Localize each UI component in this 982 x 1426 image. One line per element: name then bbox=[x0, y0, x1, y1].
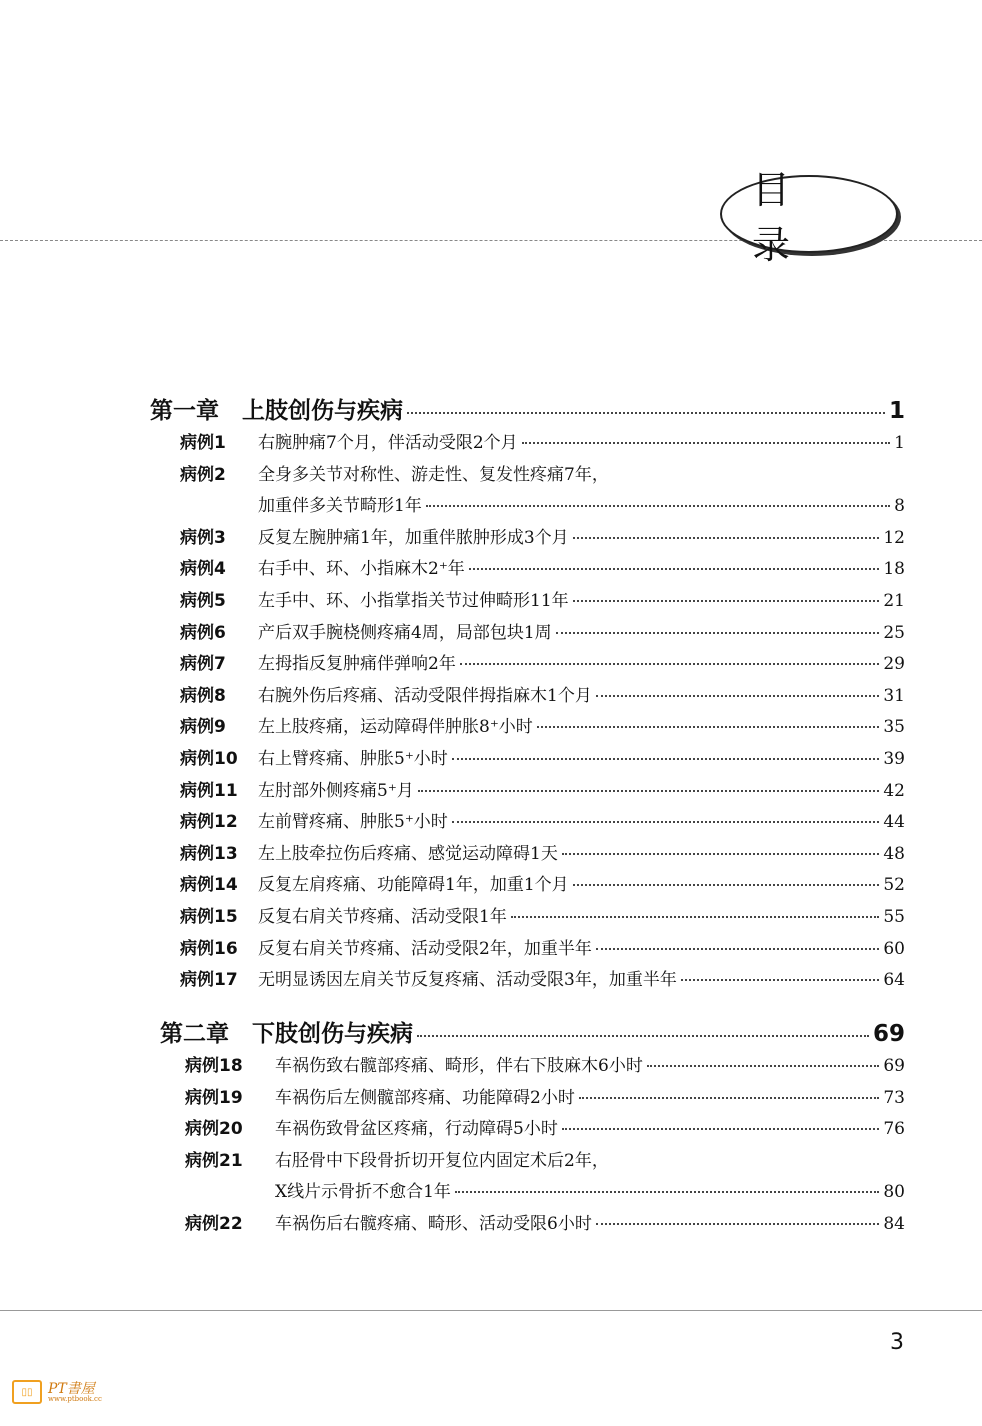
case-label: 病例11 bbox=[180, 780, 238, 801]
book-icon: ▯▯ bbox=[12, 1380, 42, 1404]
dot-leader bbox=[596, 948, 880, 950]
entry-page: 48 bbox=[883, 843, 905, 864]
dot-leader bbox=[596, 695, 880, 697]
page-number: 3 bbox=[890, 1330, 904, 1355]
case-label: 病例18 bbox=[185, 1056, 243, 1076]
entry-title: 右上臂疼痛、肿胀5⁺小时 bbox=[258, 749, 448, 769]
entry-page: 76 bbox=[883, 1119, 905, 1140]
case-label: 病例15 bbox=[180, 907, 238, 927]
entry-title: 反复左腕肿痛1年，加重伴脓肿形成3个月 bbox=[258, 527, 569, 548]
watermark-url: www.ptbook.cc bbox=[48, 1394, 102, 1403]
entry-title: 右腕肿痛7个月，伴活动受限2个月 bbox=[258, 433, 518, 453]
entry-title: 反复右肩关节疼痛、活动受限1年 bbox=[258, 907, 507, 927]
entry-page: 73 bbox=[883, 1087, 905, 1108]
entry-page: 80 bbox=[883, 1182, 905, 1203]
dot-leader bbox=[407, 412, 885, 414]
case-label: 病例8 bbox=[180, 685, 226, 706]
footer-rule bbox=[0, 1310, 982, 1311]
dot-leader bbox=[579, 1097, 880, 1099]
case-label: 病例17 bbox=[180, 970, 238, 991]
case-label: 病例16 bbox=[180, 938, 238, 959]
toc-entry bbox=[180, 744, 905, 769]
dot-leader bbox=[556, 632, 880, 634]
toc-entry bbox=[185, 1209, 905, 1234]
chapter-page: 69 bbox=[872, 1021, 905, 1047]
dot-leader bbox=[455, 1191, 879, 1193]
entry-title: 右腕外伤后疼痛、活动受限伴拇指麻木1个月 bbox=[258, 685, 592, 706]
toc-entry bbox=[180, 902, 905, 927]
entry-page: 52 bbox=[883, 875, 905, 896]
dot-leader bbox=[573, 884, 880, 886]
entry-page: 39 bbox=[883, 749, 905, 769]
entry-title: 产后双手腕桡侧疼痛4周，局部包块1周 bbox=[258, 622, 552, 643]
toc-entry bbox=[180, 428, 905, 453]
entry-title: 左肘部外侧疼痛5⁺月 bbox=[258, 780, 414, 801]
toc-entry bbox=[180, 776, 905, 801]
case-label: 病例19 bbox=[185, 1087, 243, 1108]
entry-page: 35 bbox=[883, 717, 905, 738]
case-label: 病例14 bbox=[180, 875, 238, 896]
dot-leader bbox=[452, 758, 880, 760]
dot-leader bbox=[573, 537, 880, 539]
dot-leader bbox=[469, 568, 880, 570]
case-label: 病例21 bbox=[185, 1150, 243, 1171]
watermark-brand: PT書屋 bbox=[48, 1380, 95, 1397]
entry-page: 25 bbox=[883, 622, 905, 643]
toc-entry bbox=[185, 1083, 905, 1108]
case-label: 病例5 bbox=[180, 591, 226, 611]
entry-title: 车祸伤致右髋部疼痛、畸形，伴右下肢麻木6小时 bbox=[275, 1056, 643, 1076]
toc-entry bbox=[180, 618, 905, 643]
toc-entry-continuation bbox=[185, 1177, 905, 1202]
chapter-title: 上肢创伤与疾病 bbox=[242, 398, 403, 424]
toc-entry bbox=[180, 460, 905, 485]
toc-entry bbox=[180, 965, 905, 990]
entry-title: 车祸伤后右髋疼痛、畸形、活动受限6小时 bbox=[275, 1214, 592, 1234]
entry-title: 左手中、环、小指掌指关节过伸畸形11年 bbox=[258, 591, 569, 611]
dot-leader bbox=[511, 916, 880, 918]
entry-page: 69 bbox=[883, 1056, 905, 1076]
page-title: 目 录 bbox=[720, 175, 898, 253]
toc-entry bbox=[180, 554, 905, 579]
entry-title: 车祸伤后左侧髋部疼痛、功能障碍2小时 bbox=[275, 1087, 575, 1108]
entry-page: 55 bbox=[883, 907, 905, 927]
dot-leader bbox=[681, 979, 880, 981]
entry-page: 31 bbox=[883, 685, 905, 706]
toc-entry bbox=[180, 586, 905, 611]
entry-page: 1 bbox=[894, 433, 905, 453]
watermark bbox=[12, 1380, 102, 1404]
entry-title: 无明显诱因左肩关节反复疼痛、活动受限3年，加重半年 bbox=[258, 970, 677, 991]
entry-page: 21 bbox=[883, 591, 905, 611]
dot-leader bbox=[460, 663, 880, 665]
case-label: 病例1 bbox=[180, 433, 226, 453]
entry-page: 60 bbox=[883, 938, 905, 959]
toc-entry bbox=[185, 1114, 905, 1139]
chapter-label: 第一章 bbox=[150, 398, 219, 424]
dot-leader bbox=[562, 1128, 880, 1130]
entry-title: 全身多关节对称性、游走性、复发性疼痛7年， bbox=[258, 464, 609, 485]
entry-title: 车祸伤致骨盆区疼痛，行动障碍5小时 bbox=[275, 1119, 558, 1140]
entry-page: 64 bbox=[883, 970, 905, 991]
dot-leader bbox=[418, 790, 880, 792]
chapter-heading bbox=[160, 1015, 905, 1048]
entry-title: 左拇指反复肿痛伴弹响2年 bbox=[258, 654, 456, 675]
entry-page: 29 bbox=[883, 654, 905, 675]
toc-entry bbox=[180, 807, 905, 832]
chapter-label: 第二章 bbox=[160, 1021, 229, 1047]
toc-entry bbox=[180, 523, 905, 548]
entry-title: 右手中、环、小指麻木2⁺年 bbox=[258, 559, 465, 580]
chapter-heading bbox=[150, 392, 905, 425]
entry-title: 左上肢牵拉伤后疼痛、感觉运动障碍1天 bbox=[258, 843, 558, 864]
case-label: 病例4 bbox=[180, 559, 226, 580]
toc-entry bbox=[180, 870, 905, 895]
entry-page: 8 bbox=[894, 496, 905, 517]
entry-page: 18 bbox=[883, 559, 905, 580]
toc-entry bbox=[180, 712, 905, 737]
entry-title: 右胫骨中下段骨折切开复位内固定术后2年， bbox=[275, 1150, 609, 1171]
entry-title: X线片示骨折不愈合1年 bbox=[275, 1182, 451, 1203]
dot-leader bbox=[647, 1065, 880, 1067]
toc-entry bbox=[180, 839, 905, 864]
entry-title: 反复右肩关节疼痛、活动受限2年，加重半年 bbox=[258, 938, 592, 959]
toc-entry bbox=[180, 934, 905, 959]
chapter-title: 下肢创伤与疾病 bbox=[252, 1021, 413, 1047]
case-label: 病例7 bbox=[180, 654, 226, 675]
dot-leader bbox=[562, 853, 880, 855]
dot-leader bbox=[596, 1223, 880, 1225]
case-label: 病例2 bbox=[180, 464, 226, 485]
dot-leader bbox=[452, 821, 880, 823]
dot-leader bbox=[417, 1035, 869, 1037]
case-label: 病例12 bbox=[180, 812, 238, 833]
case-label: 病例22 bbox=[185, 1214, 243, 1234]
dot-leader bbox=[573, 600, 880, 602]
chapter-page: 1 bbox=[888, 398, 905, 424]
dot-leader bbox=[537, 726, 880, 728]
entry-title: 左上肢疼痛，运动障碍伴肿胀8⁺小时 bbox=[258, 717, 533, 738]
entry-page: 12 bbox=[883, 527, 905, 548]
entry-title: 加重伴多关节畸形1年 bbox=[258, 496, 422, 517]
toc-entry-continuation bbox=[180, 491, 905, 516]
case-label: 病例10 bbox=[180, 749, 238, 769]
case-label: 病例9 bbox=[180, 717, 226, 738]
toc-entry bbox=[185, 1051, 905, 1076]
toc-entry bbox=[180, 681, 905, 706]
case-label: 病例20 bbox=[185, 1119, 243, 1140]
case-label: 病例3 bbox=[180, 527, 226, 548]
entry-title: 反复左肩疼痛、功能障碍1年，加重1个月 bbox=[258, 875, 569, 896]
case-label: 病例6 bbox=[180, 622, 226, 643]
entry-page: 44 bbox=[883, 812, 905, 833]
entry-title: 左前臂疼痛、肿胀5⁺小时 bbox=[258, 812, 448, 833]
toc-entry bbox=[180, 649, 905, 674]
case-label: 病例13 bbox=[180, 843, 238, 864]
entry-page: 42 bbox=[883, 780, 905, 801]
dot-leader bbox=[426, 505, 890, 507]
dot-leader bbox=[522, 442, 891, 444]
entry-page: 84 bbox=[883, 1214, 905, 1234]
toc-entry bbox=[185, 1146, 905, 1171]
